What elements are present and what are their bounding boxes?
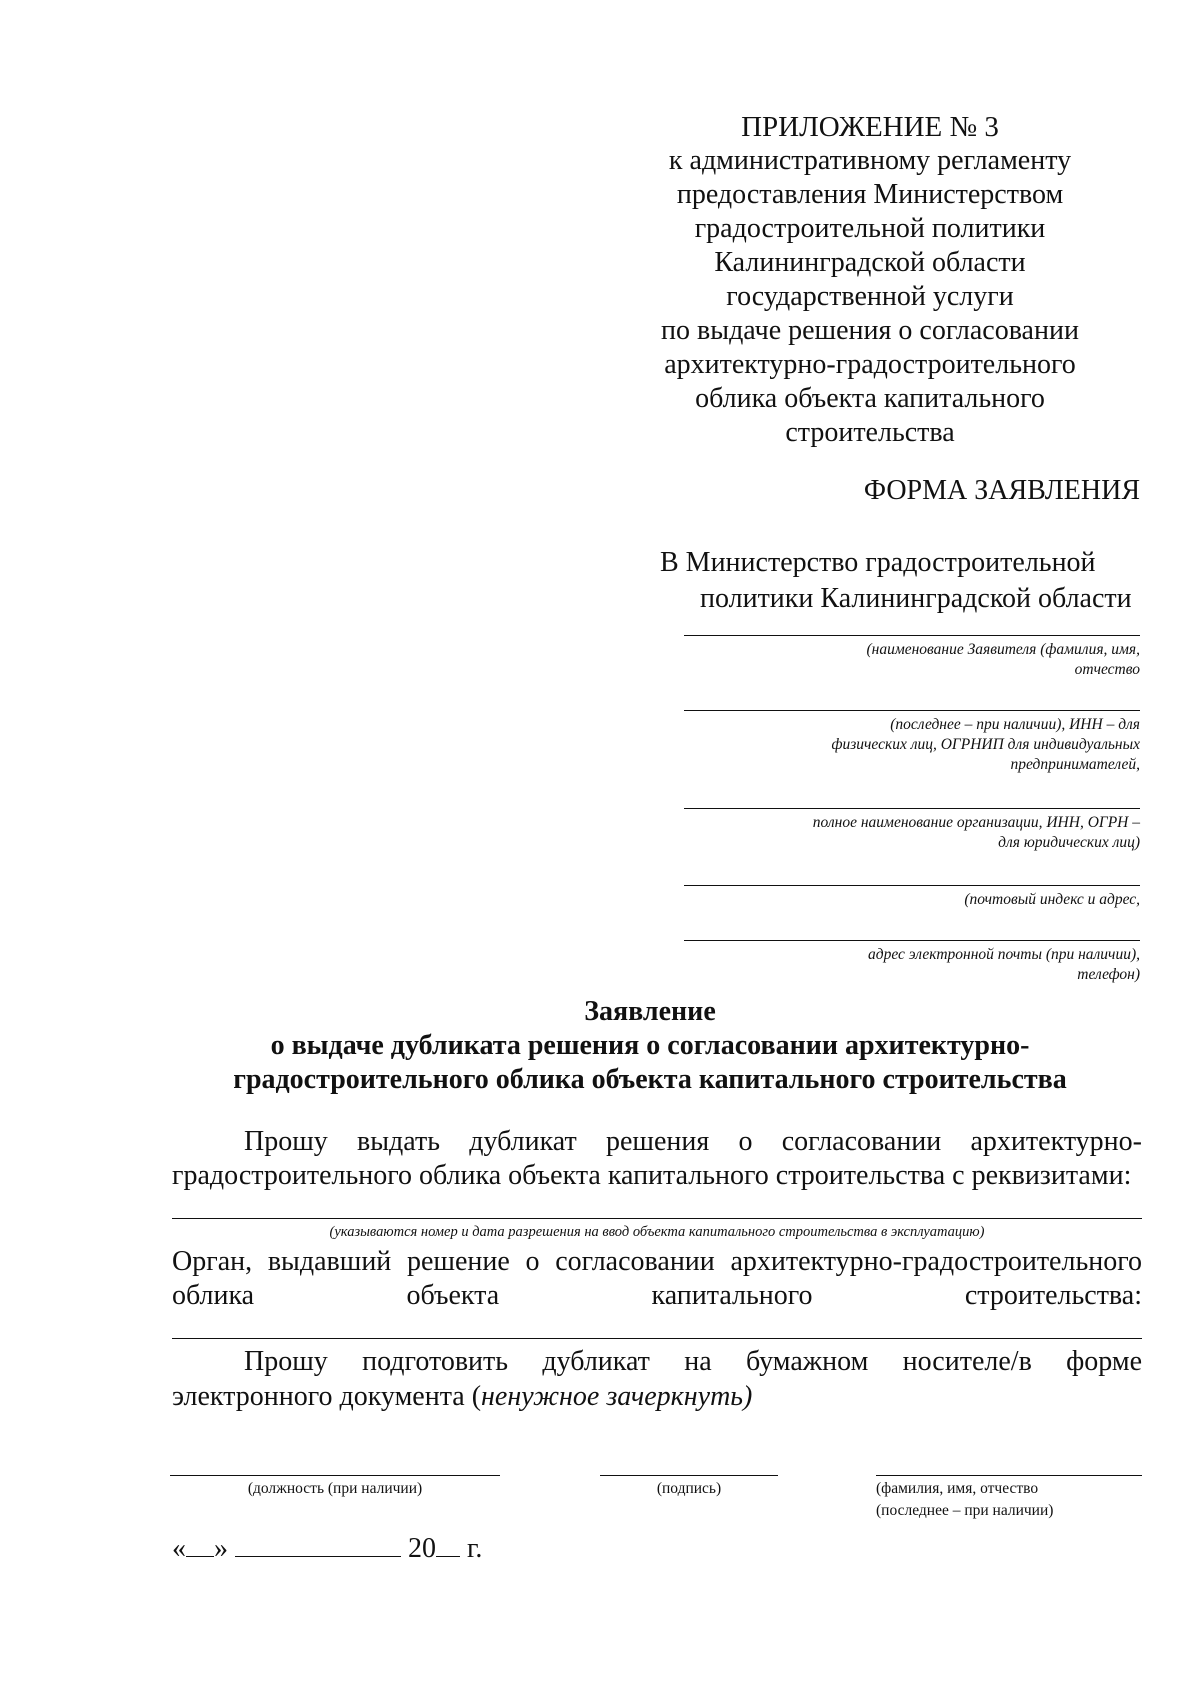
organ-line-1: Орган, выдавший решение о согласовании архитектурно-градостроительного	[172, 1246, 1142, 1277]
appendix-header	[640, 110, 1100, 450]
field-hint: (последнее – при наличии), ИНН – для физических лиц, ОГРНИП для индивидуальных предпринимателей,	[831, 716, 1140, 773]
close-quote: »	[214, 1533, 228, 1564]
date-line	[172, 1530, 482, 1565]
field-hint: (наименование Заявителя (фамилия, имя, отчество	[866, 641, 1140, 678]
addressee-line-1: В Министерство градостроительной	[660, 547, 1096, 578]
postal-address-field[interactable]	[684, 885, 1140, 910]
heading-line-1: Заявление	[584, 996, 716, 1027]
field-hint: адрес электронной почты (при наличии), телефон)	[868, 946, 1140, 983]
request-line-1: Прошу выдать дубликат решения о согласовании архитектурно-	[244, 1126, 1142, 1157]
applicant-name-field[interactable]	[684, 635, 1140, 680]
appendix-line: предоставления Министерством	[676, 179, 1064, 210]
organ-fill-line[interactable]	[172, 1338, 1142, 1339]
appendix-line: государственной услуги	[726, 281, 1014, 312]
appendix-line: к административному регламенту	[668, 145, 1072, 176]
application-heading	[150, 995, 1150, 1097]
fill-line[interactable]	[684, 635, 1140, 636]
email-phone-field[interactable]	[684, 940, 1140, 985]
appendix-line: по выдаче решения о согласовании	[661, 315, 1079, 346]
name-caption-line-2: (последнее – при наличии)	[876, 1502, 1054, 1519]
signature-field[interactable]	[600, 1475, 778, 1500]
position-caption: (должность (при наличии)	[247, 1480, 423, 1497]
open-quote: «	[172, 1533, 186, 1564]
fill-line[interactable]	[684, 940, 1140, 941]
position-signature-field[interactable]	[170, 1475, 500, 1500]
appendix-line: градостроительной политики	[694, 213, 1046, 244]
heading-line-2: о выдаче дубликата решения о согласовании архитектурно-	[270, 1030, 1030, 1061]
appendix-line: Калининградской области	[714, 247, 1026, 278]
year-suffix: г.	[467, 1533, 483, 1564]
appendix-title: ПРИЛОЖЕНИЕ № 3	[741, 111, 999, 143]
month-fill[interactable]	[235, 1530, 401, 1557]
fill-line[interactable]	[876, 1475, 1142, 1476]
appendix-line: строительства	[785, 417, 955, 448]
name-caption-line-1: (фамилия, имя, отчество	[876, 1480, 1039, 1497]
field-hint: (почтовый индекс и адрес,	[964, 891, 1140, 908]
request-line-2: градостроительного облика объекта капитального строительства с реквизитами:	[172, 1160, 1132, 1191]
appendix-line: облика объекта капитального	[695, 383, 1045, 414]
fill-line[interactable]	[170, 1475, 500, 1476]
organ-line-2: облика объекта капитального строительства:	[172, 1280, 1142, 1311]
addressee-line-2: политики Калининградской области	[700, 583, 1132, 614]
requisites-fill-line[interactable]	[172, 1218, 1142, 1219]
field-hint: полное наименование организации, ИНН, ОГРН – для юридических лиц)	[812, 814, 1140, 851]
applicant-inn-field[interactable]	[684, 710, 1140, 775]
prepare-line-2	[172, 1380, 1142, 1414]
fill-line[interactable]	[600, 1475, 778, 1476]
year-prefix: 20	[408, 1533, 436, 1564]
year-fill[interactable]	[436, 1530, 460, 1557]
signature-caption: (подпись)	[656, 1480, 722, 1497]
prepare-line-2-start: электронного документа (	[172, 1381, 482, 1412]
full-name-field[interactable]	[876, 1475, 1142, 1522]
appendix-line: архитектурно-градостроительного	[664, 349, 1076, 380]
heading-line-3: градостроительного облика объекта капитального строительства	[233, 1064, 1067, 1095]
fill-line[interactable]	[684, 808, 1140, 809]
form-title: ФОРМА ЗАЯВЛЕНИЯ	[863, 475, 1140, 506]
fill-line[interactable]	[684, 710, 1140, 711]
requisites-hint: (указываются номер и дата разрешения на ввод объекта капитального строительства в эксплуатацию)	[329, 1224, 985, 1240]
strike-instruction: ненужное зачеркнуть)	[481, 1381, 753, 1412]
prepare-line-1: Прошу подготовить дубликат на бумажном носителе/в форме	[244, 1346, 1142, 1377]
organization-field[interactable]	[684, 808, 1140, 853]
day-fill[interactable]	[186, 1530, 214, 1557]
addressee	[660, 545, 1140, 617]
fill-line[interactable]	[684, 885, 1140, 886]
